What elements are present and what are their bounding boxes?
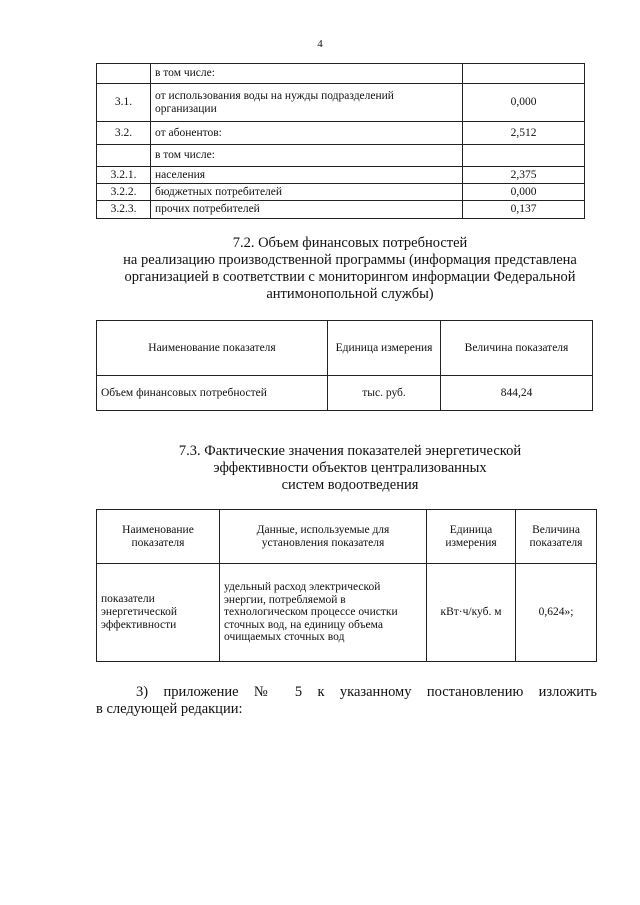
heading-line: антимонопольной службы) (266, 286, 434, 302)
row-name: в том числе: (151, 145, 463, 167)
row-number: 3.1. (97, 84, 151, 122)
row-value: 0,624»; (516, 564, 597, 662)
row-name: Объем финансовых потребностей (97, 376, 328, 411)
row-value: 844,24 (441, 376, 593, 411)
table-row (97, 564, 597, 662)
row-value: 0,137 (463, 201, 585, 219)
header-cell: Наименование показателя (97, 510, 220, 564)
table-row (97, 64, 585, 84)
row-value: 2,375 (463, 167, 585, 184)
section-7-3-heading (100, 443, 600, 494)
heading-line: на реализацию производственной программы (информация представлена (123, 252, 577, 268)
table-row (97, 122, 585, 145)
row-number: 3.2. (97, 122, 151, 145)
row-number: 3.2.2. (97, 184, 151, 201)
row-name: населения (151, 167, 463, 184)
row-value: 0,000 (463, 84, 585, 122)
row-name: бюджетных потребителей (151, 184, 463, 201)
heading-line: 7.3. Фактические значения показателей энергетической (178, 443, 522, 459)
row-number (97, 64, 151, 84)
heading-line: организацией в соответствии с мониторингом информации Федеральной (124, 269, 576, 285)
row-name: от абонентов: (151, 122, 463, 145)
row-number (97, 145, 151, 167)
row-unit: кВт·ч/куб. м (427, 564, 516, 662)
table-row (97, 167, 585, 184)
row-name: прочих потребителей (151, 201, 463, 219)
row-value (463, 145, 585, 167)
paragraph-line: 3) приложение № 5 к указанному постановлению изложить (136, 684, 597, 700)
heading-line: систем водоотведения (281, 477, 419, 493)
header-cell: Наименование показателя (97, 321, 328, 376)
heading-line: 7.2. Объем финансовых потребностей (232, 235, 468, 251)
amendment-paragraph (96, 684, 597, 718)
page-number: 4 (317, 38, 323, 50)
row-value (463, 64, 585, 84)
table-row (97, 376, 593, 411)
financial-needs-table (96, 320, 593, 411)
table-header-row (97, 321, 593, 376)
header-cell: Единица измерения (328, 321, 441, 376)
header-cell: Данные, используемые для установления показателя (220, 510, 427, 564)
table-row (97, 145, 585, 167)
water-volume-table (96, 63, 585, 219)
header-cell: Величина показателя (516, 510, 597, 564)
row-name: показатели энергетической эффективности (97, 564, 220, 662)
table-row (97, 184, 585, 201)
paragraph-line: в следующей редакции: (96, 701, 243, 717)
row-number: 3.2.1. (97, 167, 151, 184)
row-value: 0,000 (463, 184, 585, 201)
table-row (97, 201, 585, 219)
row-name: от использования воды на нужды подразделений организации (151, 84, 463, 122)
table-row (97, 84, 585, 122)
heading-line: эффективности объектов централизованных (213, 460, 487, 476)
header-cell: Величина показателя (441, 321, 593, 376)
header-cell: Единица измерения (427, 510, 516, 564)
row-unit: тыс. руб. (328, 376, 441, 411)
row-number: 3.2.3. (97, 201, 151, 219)
row-name: в том числе: (151, 64, 463, 84)
row-value: 2,512 (463, 122, 585, 145)
table-header-row (97, 510, 597, 564)
energy-efficiency-table (96, 509, 597, 662)
row-data: удельный расход электрической энергии, потребляемой в технологическом процессе очистки сточных вод, на единицу объема очищаемых сточных вод (220, 564, 427, 662)
section-7-2-heading (100, 235, 600, 303)
